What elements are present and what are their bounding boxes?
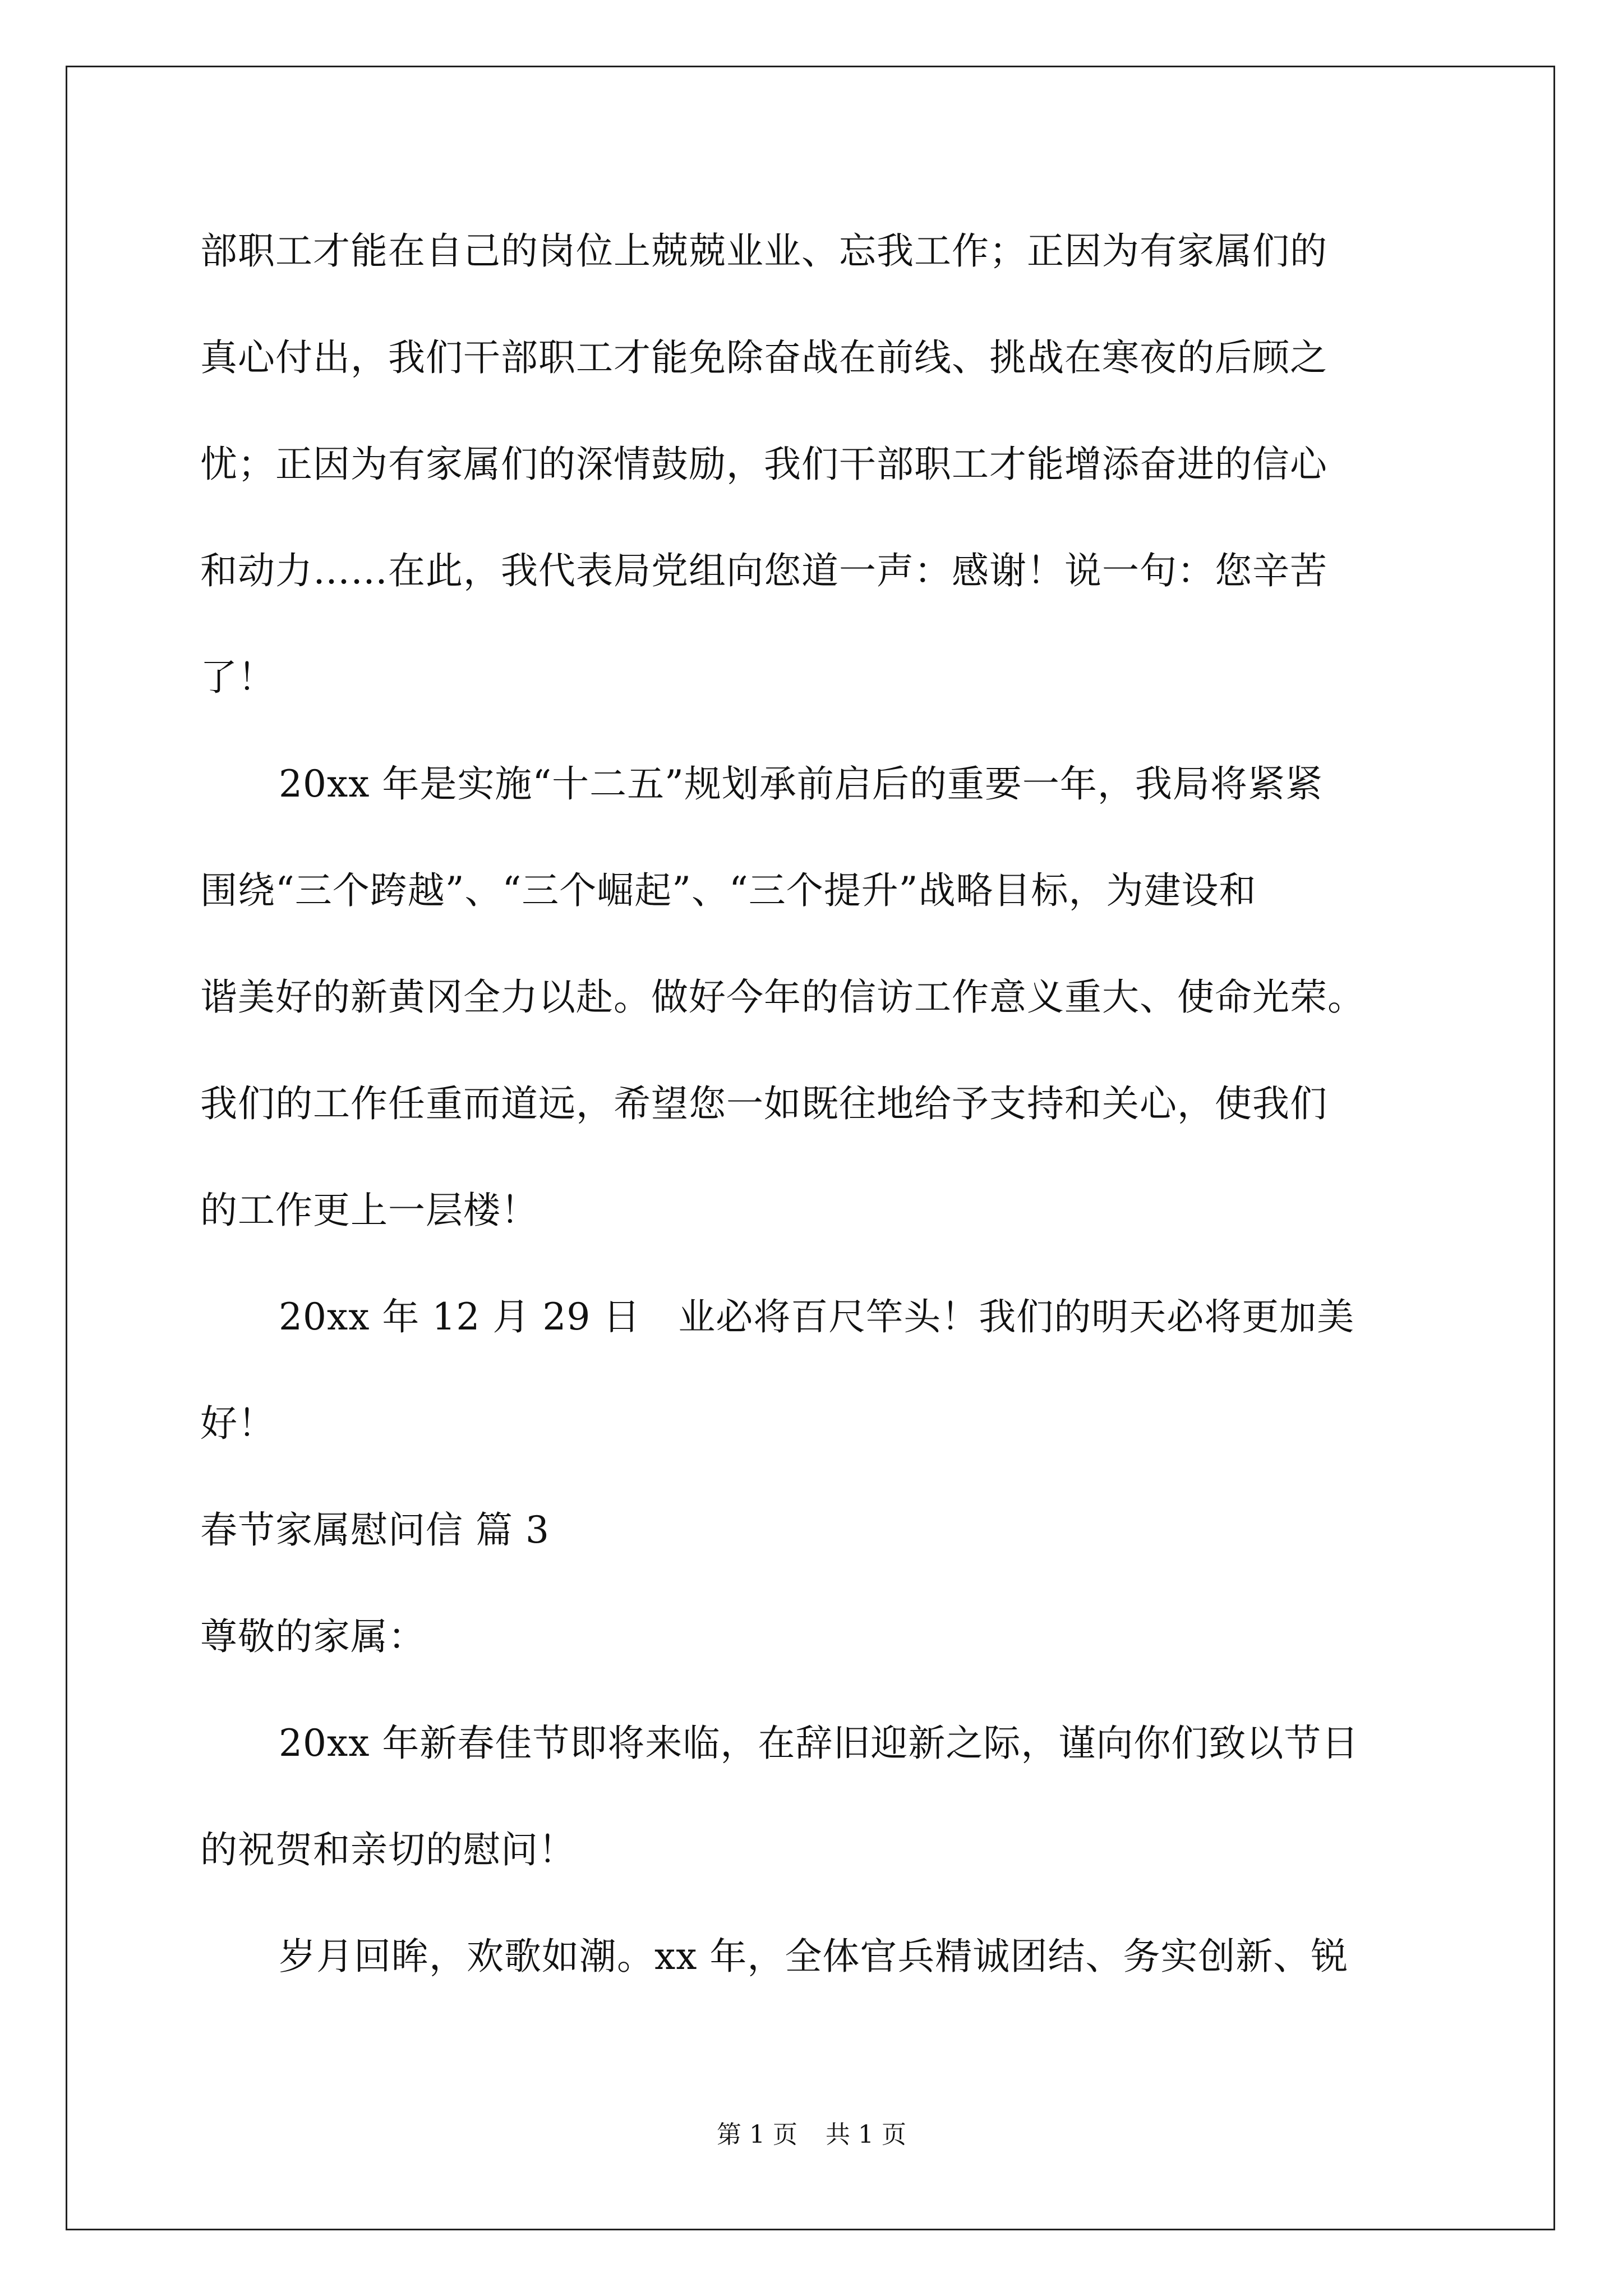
page-footer — [0, 2119, 1623, 2151]
text-line: 真心付出，我们干部职工才能免除奋战在前线、挑战在寒夜的后顾之 — [200, 336, 1327, 379]
text-line: 的工作更上一层楼！ — [200, 1189, 538, 1232]
page-number: 第 1 页 — [717, 2120, 797, 2149]
page-total: 共 1 页 — [826, 2120, 906, 2149]
section-heading: 春节家属慰问信 篇 3 — [200, 1508, 550, 1552]
text-line: 忧；正因为有家属们的深情鼓励，我们干部职工才能增添奋进的信心 — [200, 443, 1327, 486]
text-line: 20xx 年 12 月 29 日 业必将百尺竿头！我们的明天必将更加美 — [279, 1295, 1355, 1338]
text-line: 谐美好的新黄冈全力以赴。做好今年的信访工作意义重大、使命光荣。 — [200, 976, 1365, 1019]
text-line: 20xx 年是实施“十二五”规划承前启后的重要一年，我局将紧紧 — [279, 762, 1323, 806]
text-line: 和动力……在此，我代表局党组向您道一声：感谢！说一句：您辛苦 — [200, 549, 1327, 592]
text-line: 了！ — [200, 656, 275, 699]
text-line: 岁月回眸，欢歌如潮。xx 年，全体官兵精诚团结、务实创新、锐 — [279, 1935, 1349, 1978]
text-line: 我们的工作任重而道远，希望您一如既往地给予支持和关心，使我们 — [200, 1082, 1327, 1125]
text-line: 部职工才能在自己的岗位上兢兢业业、忘我工作；正因为有家属们的 — [200, 229, 1327, 273]
salutation: 尊敬的家属： — [200, 1615, 426, 1658]
text-line: 的祝贺和亲切的慰问！ — [200, 1828, 576, 1871]
text-line: 20xx 年新春佳节即将来临，在辞旧迎新之际，谨向你们致以节日 — [279, 1722, 1359, 1765]
text-line: 好！ — [200, 1402, 275, 1445]
page-border — [66, 66, 1555, 2230]
text-line: 围绕“三个跨越”、“三个崛起”、“三个提升”战略目标，为建设和 — [200, 869, 1257, 912]
